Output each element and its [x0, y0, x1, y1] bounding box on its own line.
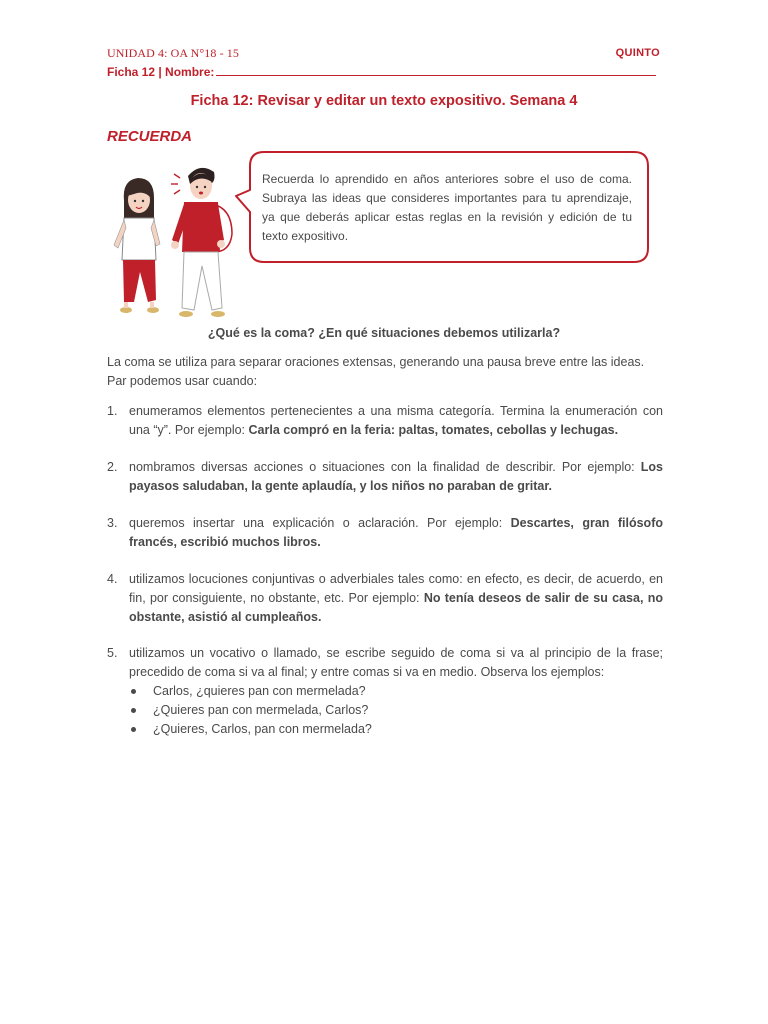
item-example: Los payasos saludaban, la gente aplaudía, y los niños no paraban de gritar. [129, 460, 663, 493]
bullet-item: Carlos, ¿quieres pan con mermelada? [129, 682, 372, 701]
item-example: Descartes, gran filósofo francés, escribió muchos libros. [129, 516, 663, 549]
item-number: 5. [107, 646, 118, 660]
intro-paragraph: La coma se utiliza para separar oraciones extensas, generando una pausa breve entre las ideas. Par podemos usar cuando: [107, 355, 645, 388]
item-example: Carla compró en la feria: paltas, tomates, cebollas y lechugas. [248, 423, 619, 437]
children-illustration [104, 160, 240, 325]
item-number: 3. [107, 516, 118, 530]
boy-figure [171, 168, 232, 317]
list-item [107, 514, 663, 552]
item-text: enumeramos elementos pertenecientes a una misma categoría. Termina la enumeración con una “y”. Por ejemplo: [129, 404, 663, 437]
item-text: utilizamos un vocativo o llamado, se escribe seguido de coma si va al principio de la frase; precedido de coma si va al final; y entre comas si va en medio. Observa los ejemplos: [129, 646, 663, 679]
ficha-name-line [107, 64, 656, 79]
bullet-item: ¿Quieres pan con mermelada, Carlos? [129, 701, 372, 720]
item-number: 1. [107, 404, 118, 418]
name-blank-line [216, 64, 656, 76]
bubble-text: Recuerda lo aprendido en años anteriores sobre el uso de coma. Subraya las ideas que consideres importantes para tu aprendizaje, ya que deberás aplicar estas reglas en la revisión y edición de tu texto expositivo. [262, 172, 632, 243]
ficha-name-label: Ficha 12 | Nombre: [107, 65, 215, 79]
bullet-item: ¿Quieres, Carlos, pan con mermelada? [129, 720, 372, 739]
item-number: 2. [107, 460, 118, 474]
item-text: nombramos diversas acciones o situaciones con la finalidad de describir. Por ejemplo: [129, 460, 641, 474]
item-text: queremos insertar una explicación o aclaración. Por ejemplo: [129, 516, 511, 530]
recuerda-heading: RECUERDA [107, 128, 193, 145]
list-item [107, 570, 663, 627]
page-title: Ficha 12: Revisar y editar un texto expositivo. Semana 4 [190, 93, 578, 109]
list-item [107, 402, 663, 440]
grade-label: QUINTO [615, 47, 660, 59]
item-number: 4. [107, 572, 118, 586]
list-item [107, 644, 663, 682]
item-example: No tenía deseos de salir de su casa, no obstante, asistió al cumpleaños. [129, 591, 663, 624]
unit-header: UNIDAD 4: OA N°18 - 15 [107, 46, 239, 60]
section-question: ¿Qué es la coma? ¿En qué situaciones debemos utilizarla? [207, 326, 561, 340]
girl-figure [114, 178, 160, 313]
vocative-examples [129, 682, 372, 739]
list-item [107, 458, 663, 496]
item-text: utilizamos locuciones conjuntivas o adverbiales tales como: en efecto, es decir, de acuerdo, en fin, por consiguiente, no obstante, etc. Por ejemplo: [129, 572, 663, 605]
